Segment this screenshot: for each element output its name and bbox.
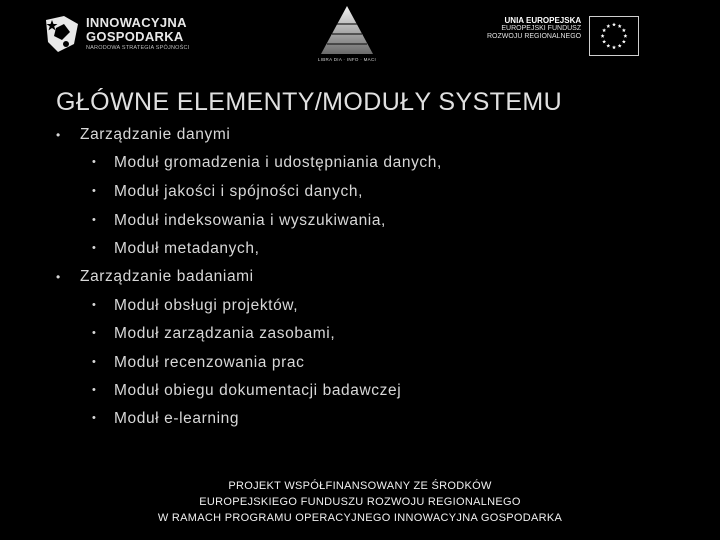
bullet-dot-icon: • bbox=[92, 356, 97, 368]
eu-logo-line2: EUROPEJSKI FUNDUSZ bbox=[501, 25, 582, 33]
left-logo-line3: NARODOWA STRATEGIA SPÓJNOŚCI bbox=[86, 45, 190, 52]
bullet-dot-icon: • bbox=[56, 270, 61, 284]
list-item-text: Moduł e-learning bbox=[114, 410, 240, 427]
eu-star-icon bbox=[624, 34, 628, 38]
list-item bbox=[92, 382, 402, 400]
bullet-dot-icon: • bbox=[92, 214, 97, 226]
list-item-text: Moduł indeksowania i wyszukiwania, bbox=[114, 212, 386, 229]
left-logo-line2: GOSPODARKA bbox=[86, 29, 184, 45]
bullet-dot-icon: • bbox=[92, 299, 97, 311]
footer-line1: PROJEKT WSPÓŁFINANSOWANY ZE ŚRODKÓW bbox=[228, 480, 492, 492]
eu-star-icon bbox=[602, 40, 606, 44]
bullet-dot-icon: • bbox=[92, 242, 97, 254]
list-item bbox=[92, 410, 240, 428]
section-heading bbox=[56, 268, 254, 286]
eu-star-icon bbox=[601, 34, 605, 38]
eu-star-icon bbox=[618, 24, 622, 28]
slide-header bbox=[0, 0, 720, 72]
eu-star-icon bbox=[612, 23, 616, 27]
list-item bbox=[92, 354, 305, 372]
footer-line3: W RAMACH PROGRAMU OPERACYJNEGO INNOWACYJNA GOSPODARKA bbox=[157, 512, 563, 524]
funding-footer bbox=[0, 478, 720, 526]
list-item-text: Moduł metadanych, bbox=[114, 240, 260, 257]
eu-logo-line1: UNIA EUROPEJSKA bbox=[504, 16, 582, 25]
slide-title: GŁÓWNE ELEMENTY/MODUŁY SYSTEMU bbox=[56, 88, 563, 116]
pyramid-logo-caption: LIBRA DIA · INFO · MACI bbox=[317, 57, 377, 62]
eu-logo bbox=[487, 16, 639, 56]
list-item bbox=[92, 212, 386, 230]
innovative-economy-logo bbox=[44, 14, 189, 54]
innovative-economy-logo-icon bbox=[44, 14, 80, 54]
eu-star-icon bbox=[622, 40, 626, 44]
bullet-dot-icon: • bbox=[92, 384, 97, 396]
list-item-text: Moduł recenzowania prac bbox=[114, 354, 305, 371]
section-heading-text: Zarządzanie danymi bbox=[80, 126, 231, 143]
section-heading-text: Zarządzanie badaniami bbox=[80, 268, 254, 285]
bullet-dot-icon: • bbox=[92, 327, 97, 339]
left-logo-line1: INNOWACYJNA bbox=[86, 15, 187, 31]
footer-line2: EUROPEJSKIEGO FUNDUSZU ROZWOJU REGIONALNEGO bbox=[199, 496, 521, 508]
pyramid-logo bbox=[312, 4, 382, 66]
eu-star-icon bbox=[602, 28, 606, 32]
list-item-text: Moduł zarządzania zasobami, bbox=[114, 325, 336, 342]
list-item-text: Moduł obsługi projektów, bbox=[114, 297, 299, 314]
eu-star-icon bbox=[606, 44, 610, 48]
list-item-text: Moduł jakości i spójności danych, bbox=[114, 183, 363, 200]
eu-star-icon bbox=[612, 45, 616, 49]
eu-star-icon bbox=[618, 44, 622, 48]
list-item-text: Moduł gromadzenia i udostępniania danych, bbox=[114, 154, 442, 171]
pyramid-icon bbox=[319, 4, 375, 56]
list-item-text: Moduł obiegu dokumentacji badawczej bbox=[114, 382, 402, 399]
bullet-dot-icon: • bbox=[92, 412, 97, 424]
list-item bbox=[92, 297, 299, 315]
list-item bbox=[92, 240, 260, 258]
eu-flag-icon bbox=[589, 16, 639, 56]
eu-star-icon bbox=[606, 24, 610, 28]
eu-star-icon bbox=[622, 28, 626, 32]
list-item bbox=[92, 154, 442, 172]
eu-logo-line3: ROZWOJU REGIONALNEGO bbox=[487, 33, 582, 41]
list-item bbox=[92, 183, 363, 201]
bullet-dot-icon: • bbox=[92, 156, 97, 168]
section-heading bbox=[56, 126, 231, 144]
bullet-dot-icon: • bbox=[92, 185, 97, 197]
bullet-dot-icon: • bbox=[56, 128, 61, 142]
list-item bbox=[92, 325, 336, 343]
